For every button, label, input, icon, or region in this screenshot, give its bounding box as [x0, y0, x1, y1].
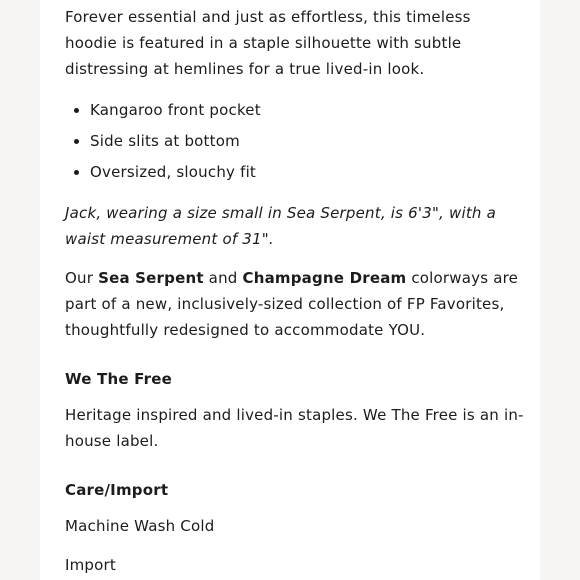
- feature-list: [65, 97, 525, 185]
- list-item: Oversized, slouchy fit: [90, 159, 525, 185]
- brand-heading: We The Free: [65, 370, 172, 388]
- product-description: [65, 4, 525, 578]
- colorways-prefix: Our: [65, 269, 99, 287]
- colorway-champagne-dream: Champagne Dream: [242, 269, 407, 287]
- colorway-sea-serpent: Sea Serpent: [98, 269, 204, 287]
- colorways-suffix: colorways are part of a new, inclusively-sized collection of FP Favorites, thoughtfully redesigned to accommodate YOU.: [65, 269, 519, 339]
- import-origin: Import: [65, 556, 116, 574]
- colorways-paragraph: [65, 265, 525, 343]
- brand-description: Heritage inspired and lived-in staples. We The Free is an in-house label.: [65, 406, 524, 450]
- list-item: Kangaroo front pocket: [90, 97, 525, 123]
- care-heading: Care/Import: [65, 481, 169, 499]
- care-instructions: Machine Wash Cold: [65, 517, 215, 535]
- list-item: Side slits at bottom: [90, 128, 525, 154]
- colorways-and: and: [203, 269, 243, 287]
- model-note: Jack, wearing a size small in Sea Serpent, is 6'3", with a waist measurement of 31".: [65, 204, 496, 248]
- intro-paragraph: Forever essential and just as effortless, this timeless hoodie is featured in a staple silhouette with subtle distressing at hemlines for a true lived-in look.: [65, 8, 471, 78]
